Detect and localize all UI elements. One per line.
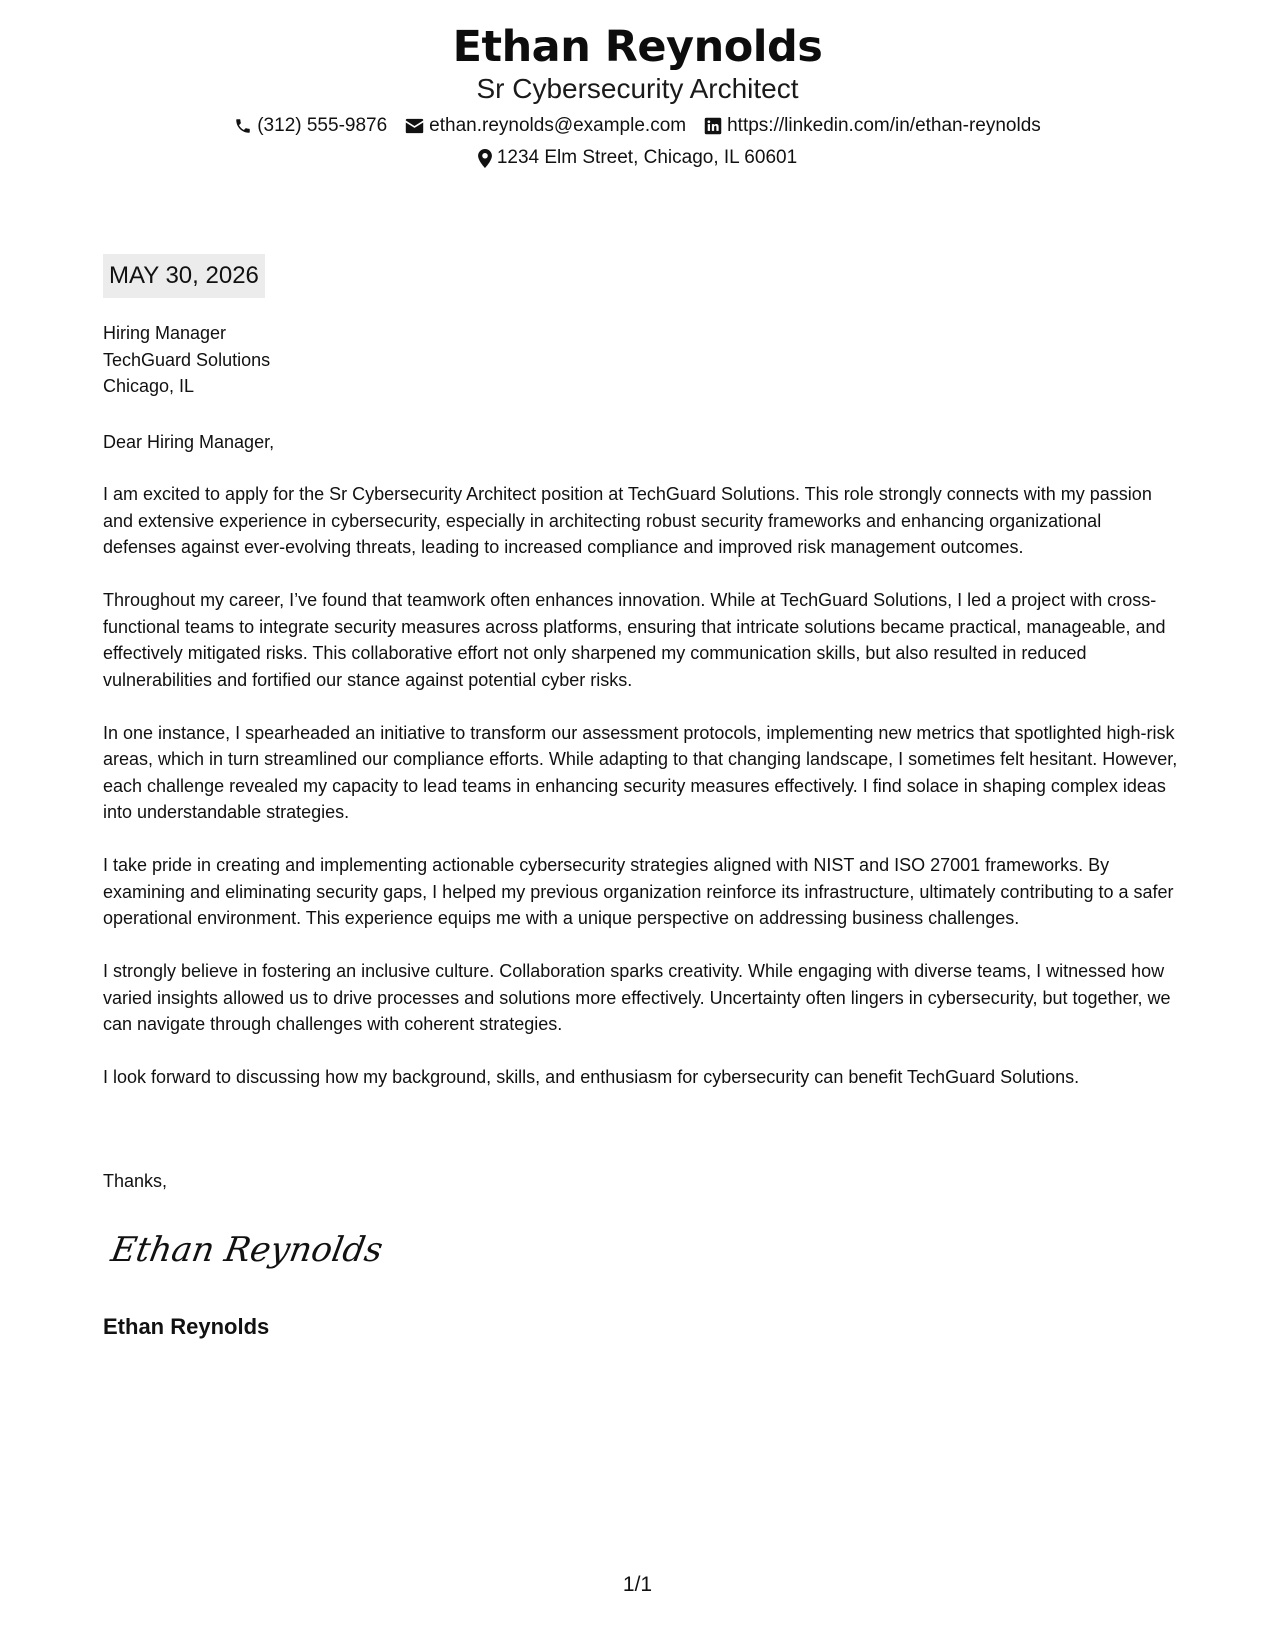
envelope-icon	[405, 118, 424, 134]
contact-email[interactable]	[405, 114, 686, 138]
email-text[interactable]: ethan.reynolds@example.com	[429, 115, 687, 136]
salutation: Dear Hiring Manager,	[103, 432, 275, 452]
phone-icon	[234, 117, 252, 135]
signer-name: Ethan Reynolds	[103, 1314, 270, 1339]
applicant-name: Ethan Reynolds	[452, 22, 823, 72]
recipient-line: Chicago, IL	[103, 376, 195, 396]
linkedin-icon	[704, 117, 722, 135]
body-paragraph: I strongly believe in fostering an inclusive culture. Collaboration sparks creativity. While engaging with diverse teams, I witnessed how varied insights allowed us to drive processes and solutions more effectively. Uncertainty often lingers in cybersecurity, but together, we can navigate through challenges with coherent strategies.	[103, 961, 1171, 1034]
body-paragraph: Throughout my career, I’ve found that teamwork often enhances innovation. While at TechGuard Solutions, I led a project with cross-functional teams to integrate security measures across platforms, ensuring that intricate solutions became practical, manageable, and effectively mitigated risks. This collaborative effort not only sharpened my communication skills, but also resulted in reduced vulnerabilities and fortified our stance against potential cyber risks.	[103, 590, 1166, 690]
recipient-line: Hiring Manager	[103, 323, 227, 343]
contact-row	[0, 114, 1275, 138]
body-paragraph: I take pride in creating and implementing actionable cybersecurity strategies aligned with NIST and ISO 27001 frameworks. By examining and eliminating security gaps, I helped my previous organization reinforce its infrastructure, ultimately contributing to a safer operational environment. This experience equips me with a unique perspective on addressing business challenges.	[103, 855, 1174, 928]
contact-phone	[234, 114, 387, 138]
letter-body	[103, 481, 1178, 1117]
address-text: 1234 Elm Street, Chicago, IL 60601	[496, 147, 798, 168]
page-number: 1/1	[622, 1573, 653, 1596]
contact-linkedin[interactable]	[704, 114, 1041, 138]
applicant-title: Sr Cybersecurity Architect	[476, 73, 799, 104]
phone-text: (312) 555-9876	[257, 115, 388, 136]
body-paragraph: I am excited to apply for the Sr Cybersecurity Architect position at TechGuard Solutions. This role strongly connects with my passion and extensive experience in cybersecurity, especially in architecting robust security frameworks and enhancing organizational defenses against ever-evolving threats, leading to increased compliance and improved risk management outcomes.	[103, 484, 1152, 557]
contact-address	[478, 146, 797, 170]
recipient-block	[103, 320, 270, 400]
recipient-line: TechGuard Solutions	[103, 349, 271, 370]
signature-image	[108, 1225, 386, 1275]
linkedin-text[interactable]: https://linkedin.com/in/ethan-reynolds	[727, 115, 1041, 136]
letter-date: MAY 30, 2026	[103, 254, 265, 298]
map-marker-icon	[478, 149, 492, 168]
address-row	[0, 146, 1275, 170]
body-paragraph: I look forward to discussing how my background, skills, and enthusiasm for cybersecurity can benefit TechGuard Solutions.	[103, 1067, 1080, 1087]
letter-header	[0, 22, 1275, 170]
signature-text: Ethan Reynolds	[108, 1230, 386, 1270]
body-paragraph: In one instance, I spearheaded an initiative to transform our assessment protocols, implementing new metrics that spotlighted high-risk areas, which in turn streamlined our compliance efforts. While adapting to that changing landscape, I sometimes felt hesitant. However, each challenge revealed my capacity to lead teams in enhancing security measures effectively. I find solace in shaping complex ideas into understandable strategies.	[103, 722, 1178, 822]
closing: Thanks,	[103, 1171, 168, 1191]
